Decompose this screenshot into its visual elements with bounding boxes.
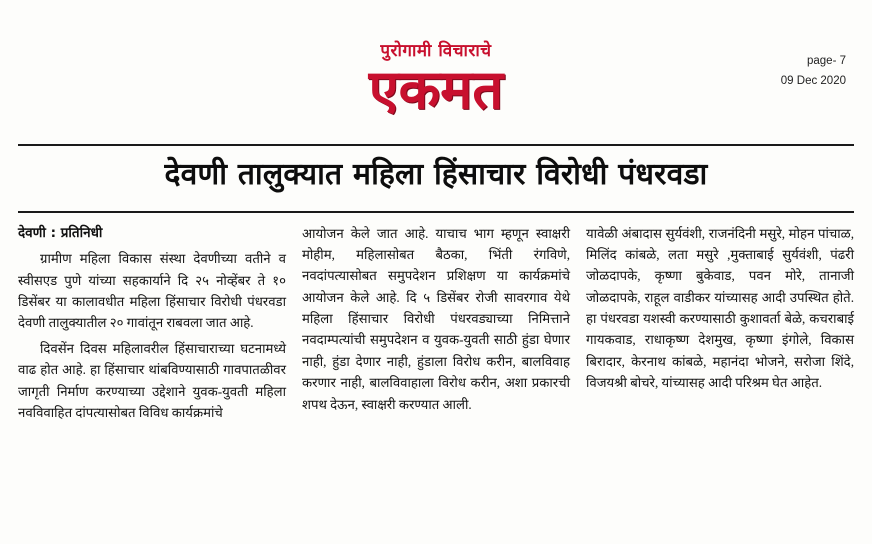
page-meta [781,52,846,91]
masthead-brand [18,41,854,121]
article-column-3 [586,223,854,523]
masthead-tagline: पुरोगामी विचाराचे [380,41,492,61]
paragraph: ग्रामीण महिला विकास संस्था देवणीच्या वतीने व स्वीसएड पुणे यांच्या सहकार्याने दि २५ नोव्हेंबर ते १० डिसेंबर या कालावधीत महिला हिंसाचार विरोधी पंधरवडा देवणी तालुक्यातील २० गावांतून राबवला जात आहे. [18,251,286,331]
masthead [18,0,854,142]
masthead-logo: एकमत [368,57,504,121]
article-column-1 [18,223,286,523]
paragraph: दिवसेंन दिवस महिलावरील हिंसाचाराच्या घटनामध्ये वाढ होत आहे. हा हिंसाचार थांबविण्यासाठी गावपातळीवर जागृती निर्माण करण्याच्या उद्देशाने युवक-युवती महिला नवविवाहित दांपत्यासोबत विविध कार्यक्रमांचे [18,340,286,420]
publication-date: 09 Dec 2020 [780,74,846,87]
paragraph: यावेळी अंबादास सुर्यवंशी, राजनंदिनी मसुरे, मोहन पांचाळ, मिलिंद कांबळे, लता मसुरे ,मुक्ताबाई सुर्यवंशी, पंढरी जोळदापके, कृष्णा बुकेवाड, पवन मोरे, तानाजी जोळदापके, राहूल वाडीकर यांच्यासह आदी उपस्थित होते. हा पंधरवडा यशस्वी करण्यासाठी कुशावर्ता बेळे, कचराबाई गायकवाड, राधाकृष्ण देशमुख, कृष्णा इंगोले, विकास बिरादार, केरनाथ कांबळे, महानंदा भोजने, सरोजा शिंदे, विजयश्री बोचरे, यांच्यासह आदी परिश्रम घेत आहेत. [586,225,854,391]
article-columns [18,213,854,523]
paragraph: आयोजन केले जात आहे. याचाच भाग म्हणून स्वाक्षरी मोहीम, महिलासोबत बैठका, भिंती रंगविणे, नवदांपत्यासोबत समुपदेशन प्रशिक्षण या कार्यक्रमांचे आयोजन केले आहे. दि ५ डिसेंबर रोजी सावरगाव येथे महिला हिंसाचार विरोधी पंधरवड्याच्या निमित्ताने नवदाम्पत्यांची समुपदेशन व युवक-युवती साठी हुंडा घेणार नाही, हुंडा देणार नाही, हुंडाला विरोध करीन, बालविवाह करणार नाही, बालविवाहाला विरोध करीन, अशा प्रकारची शपथ देऊन, स्वाक्षरी करण्यात आली. [302,225,570,412]
page-title: देवणी तालुक्यात महिला हिंसाचार विरोधी पंधरवडा [164,157,708,192]
page-number-label: page- 7 [806,55,846,67]
article-column-2 [302,223,570,523]
byline: देवणी : प्रतिनिधी [18,224,103,241]
